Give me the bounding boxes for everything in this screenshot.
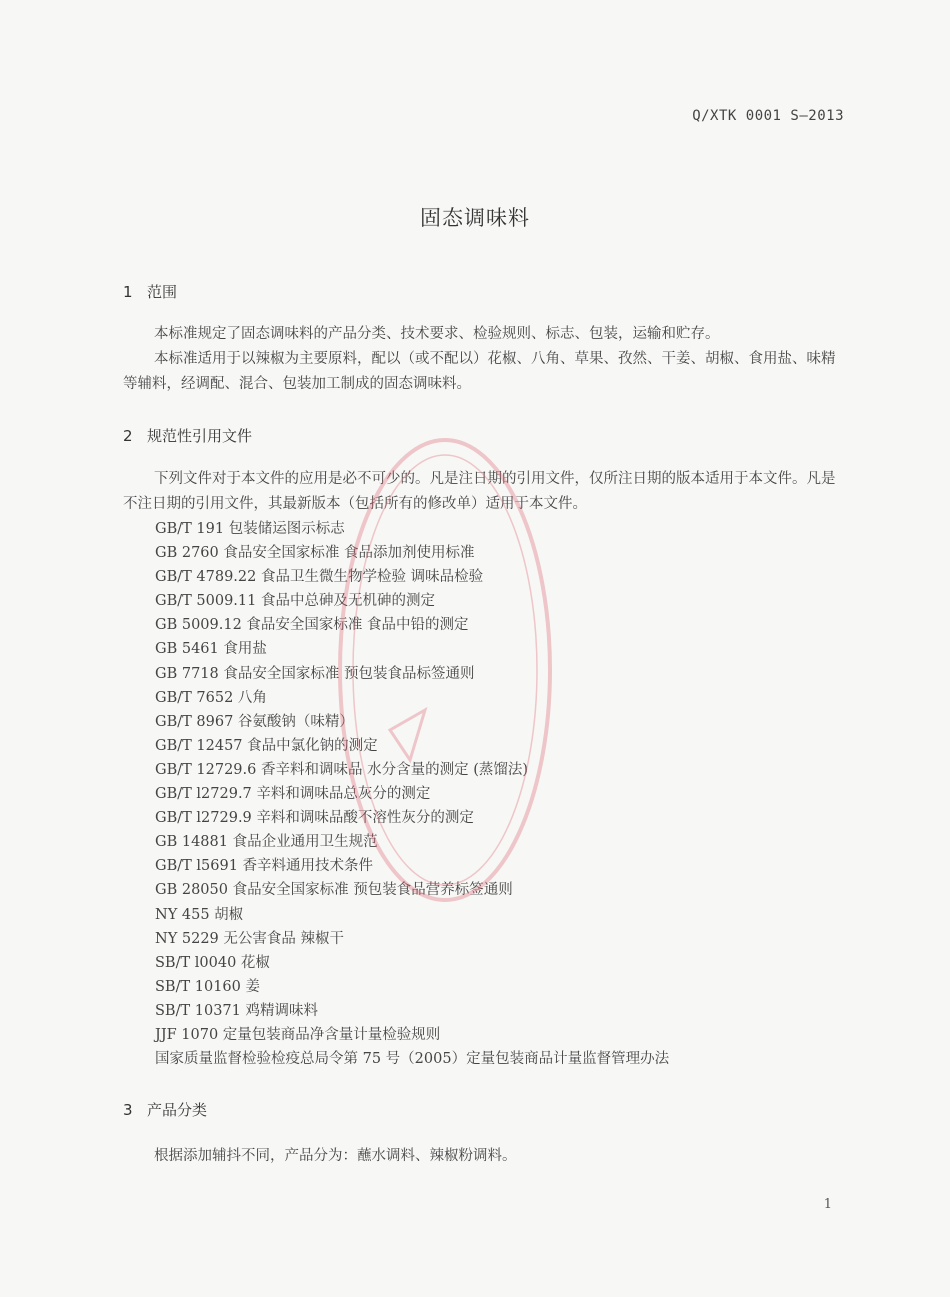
reference-item: GB/T 8967 谷氨酸钠（味精） bbox=[155, 713, 354, 730]
section-number: 3 bbox=[123, 1101, 133, 1119]
reference-item: GB/T 12457 食品中氯化钠的测定 bbox=[155, 737, 378, 754]
section-1-heading bbox=[123, 281, 177, 302]
section-title: 规范性引用文件 bbox=[147, 427, 253, 445]
section-1-body bbox=[123, 322, 848, 397]
paragraph: 本标准规定了固态调味料的产品分类、技术要求、检验规则、标志、包装，运输和贮存。 bbox=[154, 326, 720, 342]
reference-item: GB 5009.12 食品安全国家标准 食品中铅的测定 bbox=[155, 617, 469, 634]
section-3-heading bbox=[123, 1099, 207, 1120]
reference-item: GB/T 5009.11 食品中总砷及无机砷的测定 bbox=[155, 593, 435, 610]
section-title: 范围 bbox=[147, 283, 178, 301]
section-2-heading bbox=[123, 425, 252, 446]
reference-item: GB 7718 食品安全国家标准 预包装食品标签通则 bbox=[155, 665, 475, 682]
reference-list bbox=[155, 517, 669, 1071]
reference-item: GB 2760 食品安全国家标准 食品添加剂使用标准 bbox=[155, 545, 475, 562]
section-number: 1 bbox=[123, 283, 133, 301]
reference-item: GB 14881 食品企业通用卫生规范 bbox=[155, 834, 378, 851]
section-3-body bbox=[123, 1144, 848, 1169]
reference-item: SB/T 10160 姜 bbox=[155, 978, 260, 995]
reference-item: GB/T l2729.7 辛料和调味品总灰分的测定 bbox=[155, 786, 431, 803]
reference-item: GB 28050 食品安全国家标准 预包装食品营养标签通则 bbox=[155, 882, 513, 899]
section-number: 2 bbox=[123, 427, 133, 445]
reference-item: SB/T l0040 花椒 bbox=[155, 954, 270, 971]
reference-item: 国家质量监督检验检疫总局令第 75 号（2005）定量包装商品计量监督管理办法 bbox=[155, 1051, 670, 1068]
reference-item: GB/T 7652 八角 bbox=[155, 689, 267, 706]
reference-item: GB/T 4789.22 食品卫生微生物学检验 调味品检验 bbox=[155, 569, 484, 586]
section-title: 产品分类 bbox=[147, 1101, 208, 1119]
reference-item: SB/T 10371 鸡精调味料 bbox=[155, 1002, 318, 1019]
reference-item: JJF 1070 定量包装商品净含量计量检验规则 bbox=[155, 1026, 441, 1043]
reference-item: GB 5461 食用盐 bbox=[155, 641, 267, 658]
paragraph: 本标准适用于以辣椒为主要原料，配以（或不配以）花椒、八角、草果、孜然、干姜、胡椒、食用盐、味精等辅料，经调配、混合、包装加工制成的固态调味料。 bbox=[123, 351, 836, 392]
paragraph: 下列文件对于本文件的应用是必不可少的。凡是注日期的引用文件，仅所注日期的版本适用于本文件。凡是不注日期的引用文件，其最新版本（包括所有的修改单）适用于本文件。 bbox=[123, 471, 836, 512]
reference-item: GB/T l5691 香辛料通用技术条件 bbox=[155, 858, 374, 875]
reference-item: NY 5229 无公害食品 辣椒干 bbox=[155, 930, 344, 947]
section-2-intro bbox=[123, 467, 848, 517]
reference-item: GB/T l2729.9 辛料和调味品酸不溶性灰分的测定 bbox=[155, 810, 474, 827]
reference-item: GB/T 191 包装储运图示标志 bbox=[155, 521, 345, 537]
reference-item: GB/T 12729.6 香辛料和调味品 水分含量的测定 (蒸馏法) bbox=[155, 761, 529, 778]
paragraph: 根据添加辅抖不同，产品分为：蘸水调料、辣椒粉调料。 bbox=[154, 1148, 517, 1164]
reference-item: NY 455 胡椒 bbox=[155, 906, 244, 923]
document-code: Q/XTK 0001 S—2013 bbox=[692, 108, 844, 124]
document-title: 固态调味料 bbox=[420, 206, 530, 230]
page-number: 1 bbox=[823, 1197, 832, 1212]
